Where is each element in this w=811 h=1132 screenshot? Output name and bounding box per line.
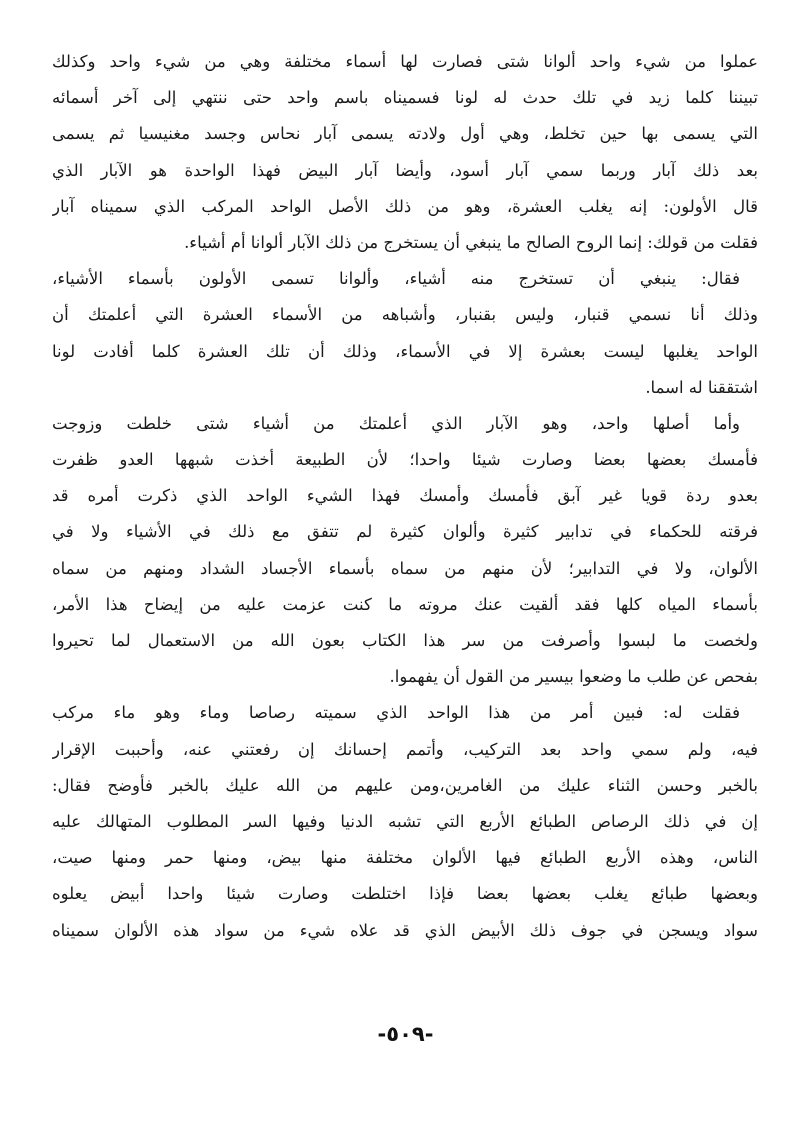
text-line: الناس، وهذه الأربع الطبائع فيها الألوان مختلفة منها بيض، ومنها حمر ومنها صيت، — [52, 848, 758, 868]
text-line: سواد ويسجن في جوف ذلك الأبيض الذي قد علاه شيء من سواد هذه الألوان سميناه — [52, 920, 758, 940]
text-line: فقلت من قولك: إنما الروح الصالح ما ينبغي أن يستخرج من ذلك الآبار ألوانا أم أشياء. — [184, 232, 758, 252]
text-line: الألوان، ولا في التدابير؛ لأن منهم من سماه بأسماء الأجساد الشداد ومنهم من سماه — [52, 558, 758, 578]
text-line: فقلت له: فبين أمر من هذا الواحد الذي سميته رصاصا وماء وهو ماء مركب — [52, 703, 740, 723]
text-line: اشتققنا له اسما. — [645, 377, 758, 397]
text-line: بعدو ردة قويا غير آبق فأمسك وأمسك فهذا الشيء الواحد الذي ذكرت أمره قد — [52, 486, 758, 506]
text-line: إن في ذلك الرصاص الطبائع الأربع التي تشبه الدنيا وفيها السر المطلوب المتهالك عليه — [52, 811, 758, 831]
text-line: ولخصت ما لبسوا وأصرفت من سر هذا الكتاب بعون الله من الاستعمال لما تحيروا — [52, 631, 758, 650]
text-line: التي يسمى بها حين تخلط، وهي أول ولادته يسمى آبار نحاس وجسد مغنيسيا ثم يسمى — [52, 124, 758, 144]
text-line: وبعضها طبائع يغلب بعضها بعضا فإذا اختلطت وصارت شيئا واحدا أبيض يعلوه — [52, 884, 758, 904]
text-line: وأما أصلها واحد، وهو الآبار الذي أعلمتك من أشياء شتى خلطت وزوجت — [52, 413, 740, 433]
text-line: بفحص عن طلب ما وضعوا بيسير من القول أن يفهموا. — [389, 667, 758, 687]
text-line: فقال: ينبغي أن تستخرج منه أشياء، وألوانا تسمى الأولون بأسماء الأشياء، — [52, 269, 740, 289]
page-number: -٥٠٩- — [377, 1022, 434, 1046]
text-line: بعد ذلك آبار وربما سمي آبار أسود، وأيضا آبار البيض فهذا الواحدة هو الآبار الذي — [52, 160, 758, 180]
text-line: فيه، ولم سمي واحد بعد التركيب، وأتمم إحسانك إن رفعتني عنه، وأحببت الإقرار — [52, 739, 758, 759]
text-line: قال الأولون: إنه يغلب العشرة، وهو من ذلك الأصل الواحد المركب الذي سميناه آبار — [52, 196, 758, 216]
text-line: وذلك أنا نسمي قنبار، وليس بقنبار، وأشباهه من الأسماء العشرة التي أعلمتك أن — [52, 305, 758, 325]
text-line: بأسماء المياه كلها فقد ألقيت عنك مروته ما كنت عزمت عليه من إيضاح هذا الأمر، — [52, 594, 758, 614]
text-line: فأمسك بعضها بعضا وصارت شيئا واحدا؛ لأن الطبيعة أخذت شبهها العدو ظفرت — [52, 450, 758, 470]
text-line: عملوا من شيء واحد ألوانا شتى فصارت لها أسماء مختلفة وهي من شيء واحد وكذلك — [52, 52, 758, 71]
text-line: تبيننا كلما زيد في تلك حدث له لونا فسميناه باسم واحد حتى ننتهي إلى آخر أسمائه — [52, 88, 758, 108]
text-line: بالخبر وحسن الثناء عليك من الغامرين،ومن عليهم من الله عليك بالخبر فأوضح فقال: — [52, 775, 758, 795]
body-text — [52, 44, 758, 949]
text-line: فرقته للحكماء في تدابير كثيرة وألوان كثيرة لم تتفق مع ذلك في الأشياء ولا في — [52, 522, 758, 542]
text-line: الواحد يغلبها ليست بعشرة إلا في الأسماء، وذلك أن تلك العشرة كلما أفادت لونا — [52, 341, 758, 361]
